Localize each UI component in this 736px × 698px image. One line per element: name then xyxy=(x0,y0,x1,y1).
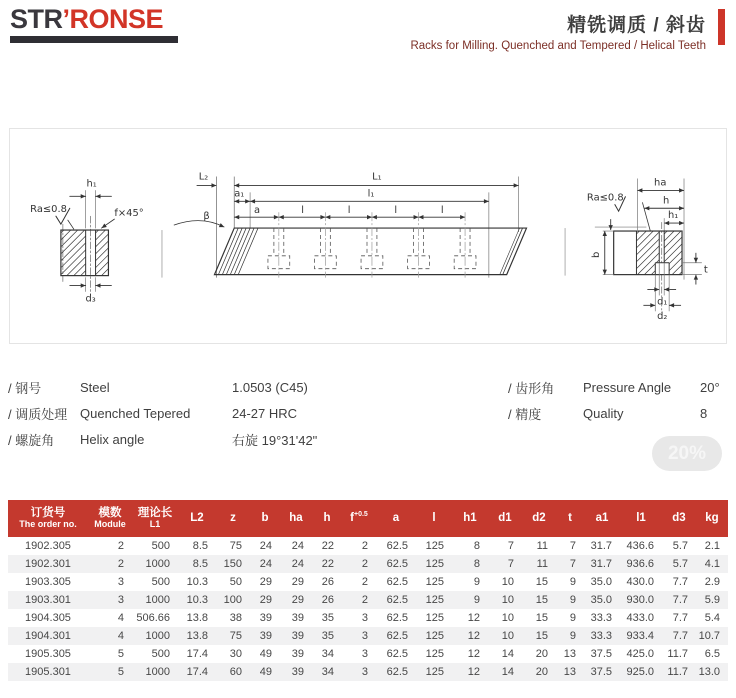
cell: 15 xyxy=(535,594,548,606)
cell: 9 xyxy=(569,576,576,588)
cell: 925.0 xyxy=(626,666,654,678)
cell: 10 xyxy=(501,612,514,624)
cell: 930.0 xyxy=(626,594,654,606)
table-row xyxy=(8,555,728,573)
cell: 10.3 xyxy=(186,576,208,588)
dim-label-d2: d₂ xyxy=(657,311,668,323)
cell: 7.7 xyxy=(672,594,688,606)
cell: 37.5 xyxy=(590,648,612,660)
column-header: d1 xyxy=(488,500,522,537)
dim-label-l1: l₁ xyxy=(367,188,375,200)
cell: 20 xyxy=(535,666,548,678)
cell: 7 xyxy=(569,558,576,570)
end-section-view xyxy=(30,178,144,304)
spec-label-zh: / 齿形角 xyxy=(508,380,555,396)
cell: 31.7 xyxy=(590,558,612,570)
column-header: kg xyxy=(696,500,728,537)
cell: 1000 xyxy=(145,594,170,606)
cell: 13.0 xyxy=(698,666,720,678)
cell: 39 xyxy=(291,630,304,642)
cell: 125 xyxy=(425,612,444,624)
column-header: h xyxy=(312,500,342,537)
column-header: l xyxy=(416,500,452,537)
column-header: 订货号 The order no. xyxy=(8,500,88,537)
cell: 62.5 xyxy=(386,666,408,678)
table-row xyxy=(8,573,728,591)
cell: 14 xyxy=(501,648,514,660)
spec-label-en: Quenched Tepered xyxy=(80,405,191,421)
cell: 60 xyxy=(229,666,242,678)
spec-label-zh: / 精度 xyxy=(508,406,542,422)
cell: 125 xyxy=(425,540,444,552)
cell: 500 xyxy=(151,648,170,660)
cell: 8 xyxy=(473,540,480,552)
cell: 1000 xyxy=(145,558,170,570)
column-header: ha xyxy=(280,500,312,537)
cell: 936.6 xyxy=(626,558,654,570)
cell: 1902.301 xyxy=(25,558,71,570)
technical-drawing xyxy=(10,129,724,341)
dim-label-l: l xyxy=(301,205,304,217)
cell: 62.5 xyxy=(386,612,408,624)
column-header: d3 xyxy=(662,500,696,537)
table-header-row xyxy=(8,500,728,537)
dim-label-a: a xyxy=(254,205,261,217)
cell: 7 xyxy=(507,540,514,552)
cell: 11 xyxy=(536,540,548,552)
cell: 125 xyxy=(425,558,444,570)
cell: 2 xyxy=(361,558,368,570)
dim-label-l: l xyxy=(394,205,398,217)
cell: 933.4 xyxy=(626,630,654,642)
cell: 35 xyxy=(321,630,334,642)
cell: 17.4 xyxy=(186,648,208,660)
spec-column-right xyxy=(508,374,736,426)
cell: 10.3 xyxy=(186,594,208,606)
spec-value: 20° xyxy=(700,379,720,395)
cell: 2 xyxy=(361,540,368,552)
cell: 31.7 xyxy=(590,540,612,552)
spec-label-en: Steel xyxy=(80,379,110,395)
table-row xyxy=(8,537,728,555)
cell: 9 xyxy=(569,612,576,624)
dim-label-L1: L₁ xyxy=(372,171,382,183)
cell: 13.8 xyxy=(186,630,208,642)
red-accent-bar xyxy=(718,9,725,45)
dim-label-h1: h₁ xyxy=(667,210,679,222)
spec-label-en: Pressure Angle xyxy=(583,379,672,395)
column-header: a xyxy=(376,500,416,537)
cell: 3 xyxy=(117,594,124,606)
cell: 15 xyxy=(535,630,548,642)
cell: 8 xyxy=(473,558,480,570)
cell: 35 xyxy=(321,612,334,624)
page-title-block xyxy=(410,10,706,52)
cell: 3 xyxy=(117,576,124,588)
cell: 35.0 xyxy=(590,594,612,606)
cell: 3 xyxy=(361,630,368,642)
cell: 10 xyxy=(501,630,514,642)
cell: 2.1 xyxy=(704,540,720,552)
cell: 39 xyxy=(259,612,272,624)
brand-logo xyxy=(10,6,178,43)
cell: 62.5 xyxy=(386,558,408,570)
dim-label-ha: ha xyxy=(654,177,667,189)
cell: 49 xyxy=(259,666,272,678)
cell: 9 xyxy=(569,630,576,642)
cell: 9 xyxy=(473,576,480,588)
cell: 29 xyxy=(291,594,304,606)
cell: 3 xyxy=(361,648,368,660)
cell: 1000 xyxy=(145,630,170,642)
spec-label-zh: / 螺旋角 xyxy=(8,432,55,448)
mounting-slots xyxy=(268,212,476,277)
spec-row-pressure-angle xyxy=(508,374,736,400)
dim-label-d1: d₁ xyxy=(657,296,668,308)
cell: 39 xyxy=(291,612,304,624)
cell: 2 xyxy=(361,576,368,588)
cell: 7.7 xyxy=(672,612,688,624)
cell: 29 xyxy=(259,594,272,606)
cell: 39 xyxy=(291,648,304,660)
dim-label-L2: L₂ xyxy=(198,171,209,183)
cell: 9 xyxy=(569,594,576,606)
dim-label-t: t xyxy=(703,264,708,276)
table-row xyxy=(8,663,728,681)
cell: 62.5 xyxy=(386,630,408,642)
cell: 4 xyxy=(117,612,124,624)
cell: 7 xyxy=(569,540,576,552)
spec-label-en: Helix angle xyxy=(80,431,145,447)
spec-value: 8 xyxy=(700,405,708,421)
cell: 33.3 xyxy=(590,612,612,624)
cell: 24 xyxy=(259,540,272,552)
cell: 5.7 xyxy=(672,540,688,552)
spec-row-steel xyxy=(8,374,498,400)
cell: 8.5 xyxy=(192,558,208,570)
spec-label-zh: / 钢号 xyxy=(8,380,42,396)
cell: 125 xyxy=(425,648,444,660)
column-header: t xyxy=(556,500,584,537)
cell: 3 xyxy=(361,666,368,678)
dim-label-l: l xyxy=(440,205,444,217)
cell: 75 xyxy=(229,540,242,552)
cell: 49 xyxy=(259,648,272,660)
cell: 26 xyxy=(321,576,334,588)
cell: 1903.305 xyxy=(25,576,71,588)
cell: 75 xyxy=(229,630,242,642)
surface-finish-label: Ra≤0.8 xyxy=(30,204,67,216)
cell: 5.4 xyxy=(704,612,720,624)
cell: 433.0 xyxy=(626,612,654,624)
cell: 11 xyxy=(536,558,548,570)
cell: 38 xyxy=(229,612,242,624)
cell: 3 xyxy=(361,612,368,624)
cell: 2 xyxy=(117,558,124,570)
cell: 125 xyxy=(425,576,444,588)
cell: 22 xyxy=(321,558,334,570)
cell: 24 xyxy=(291,558,304,570)
cell: 13 xyxy=(563,666,576,678)
spec-section xyxy=(0,374,736,460)
column-header: a1 xyxy=(584,500,620,537)
cell: 125 xyxy=(425,666,444,678)
cell: 35.0 xyxy=(590,576,612,588)
cell: 39 xyxy=(291,666,304,678)
cell: 29 xyxy=(291,576,304,588)
cell: 436.6 xyxy=(626,540,654,552)
table-row xyxy=(8,627,728,645)
cell: 11.7 xyxy=(667,648,688,660)
cell: 506.66 xyxy=(136,612,170,624)
cell: 62.5 xyxy=(386,540,408,552)
cell: 62.5 xyxy=(386,594,408,606)
cell: 500 xyxy=(151,576,170,588)
cell: 7 xyxy=(507,558,514,570)
technical-drawing-panel xyxy=(9,128,727,344)
cell: 13.8 xyxy=(186,612,208,624)
cell: 6.5 xyxy=(704,648,720,660)
cell: 10.7 xyxy=(698,630,720,642)
spec-label-zh: / 调质处理 xyxy=(8,406,68,422)
cell: 10 xyxy=(501,594,514,606)
cell: 50 xyxy=(229,576,242,588)
column-header: l1 xyxy=(620,500,662,537)
chamfer-label: f×45° xyxy=(114,208,144,220)
spec-label-en: Quality xyxy=(583,405,624,421)
cell: 11.7 xyxy=(667,666,688,678)
page-title-en: Racks for Milling. Quenched and Tempered / Helical Teeth xyxy=(410,40,706,52)
cell: 2 xyxy=(361,594,368,606)
column-header: L2 xyxy=(178,500,216,537)
cell: 30 xyxy=(229,648,242,660)
cell: 39 xyxy=(259,630,272,642)
cell: 1000 xyxy=(145,666,170,678)
cell: 4 xyxy=(117,630,124,642)
cell: 5.9 xyxy=(704,594,720,606)
cell: 12 xyxy=(467,612,480,624)
column-header: z xyxy=(216,500,250,537)
cell: 15 xyxy=(535,612,548,624)
spec-value: 右旋 19°31'42" xyxy=(232,432,318,448)
discount-badge: 20% xyxy=(652,436,722,471)
cell: 5 xyxy=(117,648,124,660)
spec-row-heat-treatment xyxy=(8,400,498,426)
dim-label-d3: d₃ xyxy=(85,293,96,305)
column-header: $f^{+0.5}$ xyxy=(342,500,376,537)
table-row xyxy=(8,591,728,609)
logo-underline-bar xyxy=(10,36,178,43)
cell: 17.4 xyxy=(186,666,208,678)
cell: 62.5 xyxy=(386,648,408,660)
product-table xyxy=(8,500,728,681)
cell: 13 xyxy=(563,648,576,660)
tooth-section-view xyxy=(587,177,708,322)
cell: 5.7 xyxy=(672,558,688,570)
cell: 5 xyxy=(117,666,124,678)
column-header: b xyxy=(250,500,280,537)
cell: 24 xyxy=(259,558,272,570)
dim-label-a1: a₁ xyxy=(234,188,245,200)
dim-label-beta: β xyxy=(203,211,210,223)
cell: 12 xyxy=(467,666,480,678)
page-title-zh: 精铣调质 / 斜齿 xyxy=(567,15,706,36)
cell: 1904.305 xyxy=(25,612,71,624)
cell: 29 xyxy=(259,576,272,588)
cell: 4.1 xyxy=(704,558,720,570)
cell: 34 xyxy=(321,648,334,660)
cell: 7.7 xyxy=(672,630,688,642)
cell: 2.9 xyxy=(704,576,720,588)
dim-label-h: h xyxy=(663,195,670,207)
cell: 9 xyxy=(473,594,480,606)
cell: 8.5 xyxy=(192,540,208,552)
cell: 10 xyxy=(501,576,514,588)
column-header: 理论长 L1 xyxy=(132,500,178,537)
spec-value: 24-27 HRC xyxy=(232,405,298,421)
spec-column-left xyxy=(8,374,498,452)
surface-finish-label: Ra≤0.8 xyxy=(586,192,624,204)
brand-logo-text xyxy=(10,6,178,33)
cell: 2 xyxy=(117,540,124,552)
cell: 12 xyxy=(467,630,480,642)
cell: 500 xyxy=(151,540,170,552)
cell: 1903.301 xyxy=(25,594,71,606)
cell: 24 xyxy=(291,540,304,552)
cell: 62.5 xyxy=(386,576,408,588)
spec-row-quality xyxy=(508,400,736,426)
cell: 14 xyxy=(501,666,514,678)
cell: 20 xyxy=(535,648,548,660)
cell: 100 xyxy=(223,594,242,606)
cell: 125 xyxy=(425,630,444,642)
cell: 1902.305 xyxy=(25,540,71,552)
dim-label-h1: h₁ xyxy=(86,178,97,190)
column-header: 模数 Module xyxy=(88,500,132,537)
cell: 33.3 xyxy=(590,630,612,642)
column-header: h1 xyxy=(452,500,488,537)
dim-label-b: b xyxy=(590,251,602,258)
spec-value: 1.0503 (C45) xyxy=(232,379,308,395)
logo-apostrophe: ’ xyxy=(62,4,70,34)
cell: 15 xyxy=(535,576,548,588)
cell: 22 xyxy=(321,540,334,552)
cell: 37.5 xyxy=(590,666,612,678)
cell: 12 xyxy=(467,648,480,660)
spec-row-helix-angle xyxy=(8,426,498,452)
cell: 26 xyxy=(321,594,334,606)
cell: 150 xyxy=(223,558,242,570)
logo-part-str: STR xyxy=(10,4,63,34)
logo-part-ronse: RONSE xyxy=(69,4,164,34)
cell: 425.0 xyxy=(626,648,654,660)
rack-side-view xyxy=(174,172,527,278)
table-row xyxy=(8,645,728,663)
column-header: d2 xyxy=(522,500,556,537)
cell: 7.7 xyxy=(672,576,688,588)
cell: 430.0 xyxy=(626,576,654,588)
cell: 1905.301 xyxy=(25,666,71,678)
cell: 1904.301 xyxy=(25,630,71,642)
dim-label-l: l xyxy=(347,205,351,217)
cell: 34 xyxy=(321,666,334,678)
table-row xyxy=(8,609,728,627)
cell: 1905.305 xyxy=(25,648,71,660)
cell: 125 xyxy=(425,594,444,606)
